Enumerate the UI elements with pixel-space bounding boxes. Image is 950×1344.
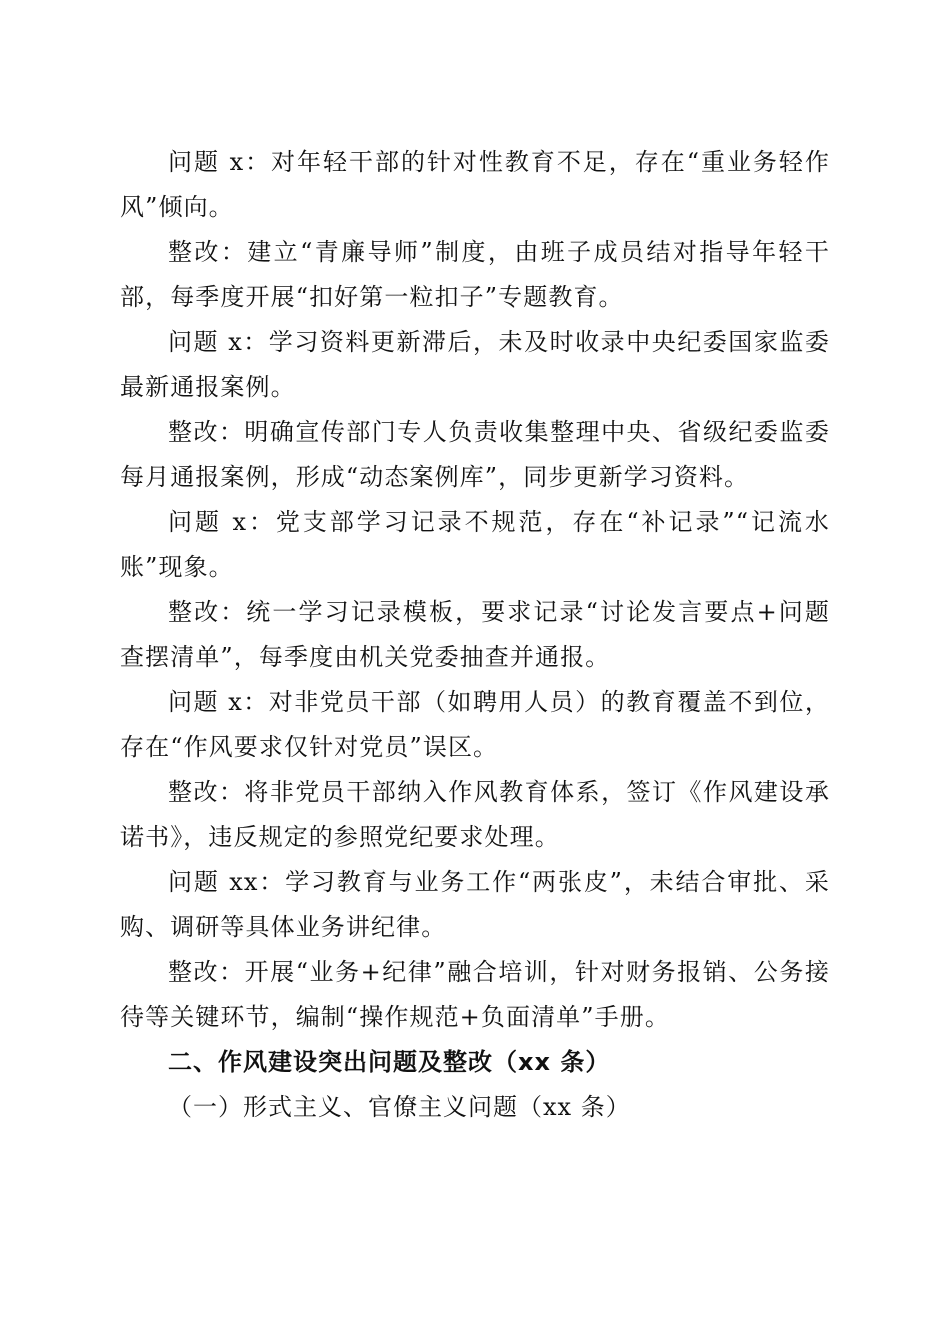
subsection-heading: （一）形式主义、官僚主义问题（xx 条） (168, 1093, 631, 1121)
paragraph-rectification: 整改：将非党员干部纳入作风教育体系，签订《作风建设承诺书》，违反规定的参照党纪要求处理。 (120, 778, 830, 851)
paragraph-issue: 问题 x：对年轻干部的针对性教育不足，存在“重业务轻作风”倾向。 (120, 148, 830, 221)
paragraph-rectification: 整改：建立“青廉导师”制度，由班子成员结对指导年轻干部，每季度开展“扣好第一粒扣子”专题教育。 (120, 238, 830, 311)
paragraph-rectification: 整改：明确宣传部门专人负责收集整理中央、省级纪委监委每月通报案例，形成“动态案例库”，同步更新学习资料。 (120, 418, 830, 491)
section-heading: 二、作风建设突出问题及整改（xx 条） (168, 1048, 611, 1076)
paragraph-issue: 问题 xx：学习教育与业务工作“两张皮”，未结合审批、采购、调研等具体业务讲纪律。 (120, 868, 830, 941)
paragraph-rectification: 整改：统一学习记录模板，要求记录“讨论发言要点+问题查摆清单”，每季度由机关党委抽查并通报。 (120, 598, 830, 671)
paragraph-rectification: 整改：开展“业务+纪律”融合培训，针对财务报销、公务接待等关键环节，编制“操作规范+负面清单”手册。 (120, 958, 830, 1031)
paragraph-issue: 问题 x：党支部学习记录不规范，存在“补记录”“记流水账”现象。 (120, 508, 830, 581)
paragraph-issue: 问题 x：对非党员干部（如聘用人员）的教育覆盖不到位，存在“作风要求仅针对党员”误区。 (120, 688, 830, 761)
paragraph-issue: 问题 x：学习资料更新滞后，未及时收录中央纪委国家监委最新通报案例。 (120, 328, 830, 401)
document-body (120, 140, 830, 1130)
